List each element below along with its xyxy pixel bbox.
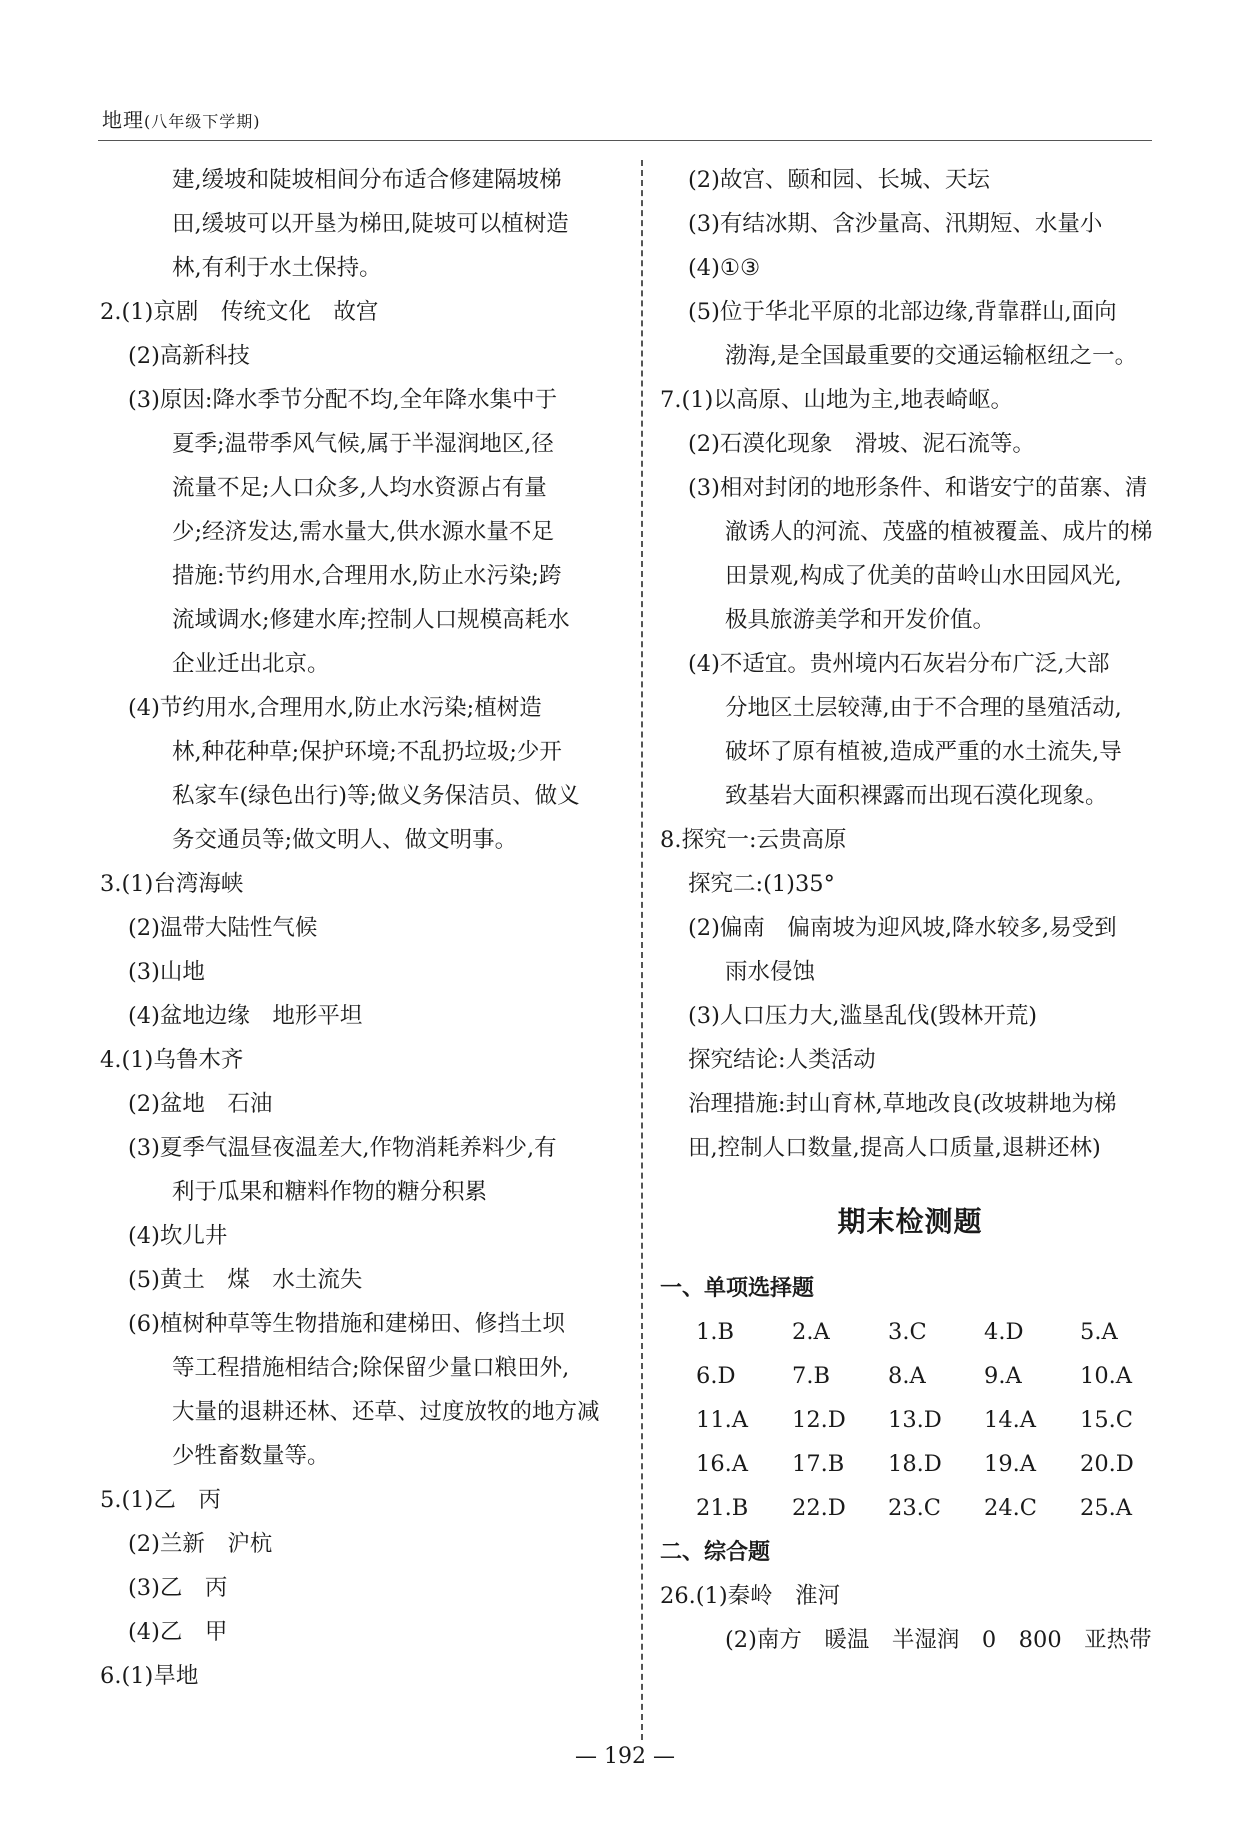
answer-line: (3)山地 [128,959,205,985]
mc-answer: 24.C [984,1495,1037,1521]
answer-line: 破坏了原有植被,造成严重的水土流失,导 [725,739,1122,765]
answer-line: 5.(1)乙 丙 [100,1487,221,1513]
mc-answer: 10.A [1080,1363,1133,1389]
mc-answer: 20.D [1080,1451,1134,1477]
mc-answer: 17.B [792,1451,845,1477]
mc-answer: 22.D [792,1495,846,1521]
mc-answer: 14.A [984,1407,1037,1433]
answer-line: (4)盆地边缘 地形平坦 [128,1003,363,1029]
answer-line: 7.(1)以高原、山地为主,地表崎岖。 [660,387,1013,413]
answer-line: 等工程措施相结合;除保留少量口粮田外, [172,1355,570,1381]
mc-answer: 2.A [792,1319,830,1345]
header-term: (八年级下学期) [144,112,261,131]
answer-line: (3)人口压力大,滥垦乱伐(毁林开荒) [688,1003,1038,1029]
header-rule [98,140,1152,141]
mc-answer: 8.A [888,1363,926,1389]
answer-line: 8.探究一:云贵高原 [660,827,847,853]
mc-answer: 7.B [792,1363,831,1389]
answer-line: 6.(1)旱地 [100,1663,199,1689]
mc-answer: 11.A [696,1407,749,1433]
answer-line: 建,缓坡和陡坡相间分布适合修建隔坡梯 [172,167,562,193]
answer-line: 务交通员等;做文明人、做文明事。 [172,827,518,853]
mc-answer: 9.A [984,1363,1022,1389]
mc-answer: 6.D [696,1363,736,1389]
answer-line: (2)兰新 沪杭 [128,1531,273,1557]
page-header [102,104,261,133]
answer-line: (5)位于华北平原的北部边缘,背靠群山,面向 [688,299,1117,325]
answer-line: 流域调水;修建水库;控制人口规模高耗水 [172,607,570,633]
answer-line: (2)南方 暖温 半湿润 0 800 亚热带 [725,1627,1152,1653]
mc-answer: 13.D [888,1407,942,1433]
answer-line: (4)不适宜。贵州境内石灰岩分布广泛,大部 [688,651,1110,677]
header-subject: 地理 [102,108,144,132]
page-number: — 192 — [575,1744,675,1769]
answer-line: (2)高新科技 [128,343,250,369]
answer-line: (4)坎儿井 [128,1223,228,1249]
answer-line: (3)乙 丙 [128,1575,228,1601]
comp-heading: 二、综合题 [660,1539,771,1565]
answer-line: (3)有结冰期、含沙量高、汛期短、水量小 [688,211,1103,237]
answer-line: (2)温带大陆性气候 [128,915,318,941]
answer-line: (3)相对封闭的地形条件、和谐安宁的苗寨、清 [688,475,1148,501]
mc-answer-grid [660,1310,1160,1530]
answer-line: (3)夏季气温昼夜温差大,作物消耗养料少,有 [128,1135,557,1161]
mc-answer: 4.D [984,1319,1024,1345]
answer-line: (4)①③ [688,255,761,281]
right-column [660,158,1160,1662]
mc-answer: 12.D [792,1407,846,1433]
column-divider [641,160,643,1740]
mc-answer: 23.C [888,1495,941,1521]
mc-answer: 18.D [888,1451,942,1477]
answer-line: 致基岩大面积裸露而出现石漠化现象。 [725,783,1108,809]
answer-line: 私家车(绿色出行)等;做义务保洁员、做义 [172,783,580,809]
mc-answer: 25.A [1080,1495,1133,1521]
answer-line: 田景观,构成了优美的苗岭山水田园风光, [725,563,1122,589]
mc-answer: 19.A [984,1451,1037,1477]
answer-line: 流量不足;人口众多,人均水资源占有量 [172,475,547,501]
answer-line: (2)盆地 石油 [128,1091,273,1117]
answer-line: 林,有利于水土保持。 [172,255,382,281]
left-column [100,158,625,1698]
mc-heading: 一、单项选择题 [660,1275,815,1301]
mc-answer: 5.A [1080,1319,1118,1345]
answer-line: (4)节约用水,合理用水,防止水污染;植树造 [128,695,542,721]
section-title: 期末检测题 [837,1205,983,1238]
answer-line: 极具旅游美学和开发价值。 [725,607,996,633]
mc-answer: 1.B [696,1319,735,1345]
mc-answer: 3.C [888,1319,927,1345]
answer-line: 企业迁出北京。 [172,651,330,677]
answer-line: (6)植树种草等生物措施和建梯田、修挡土坝 [128,1311,565,1337]
answer-line: 3.(1)台湾海峡 [100,871,244,897]
answer-line: 田,缓坡可以开垦为梯田,陡坡可以植树造 [172,211,569,237]
answer-line: 2.(1)京剧 传统文化 故宫 [100,299,379,325]
answer-line: 渤海,是全国最重要的交通运输枢纽之一。 [725,343,1138,369]
answer-line: 利于瓜果和糖料作物的糖分积累 [172,1179,488,1205]
answer-line: 雨水侵蚀 [725,959,816,985]
answer-line: 措施:节约用水,合理用水,防止水污染;跨 [172,563,562,589]
answer-line: 探究结论:人类活动 [688,1047,876,1073]
answer-line: 田,控制人口数量,提高人口质量,退耕还林) [688,1135,1101,1161]
answer-line: 少牲畜数量等。 [172,1443,330,1469]
answer-line: (2)故宫、颐和园、长城、天坛 [688,167,990,193]
mc-answer: 21.B [696,1495,749,1521]
answer-line: 4.(1)乌鲁木齐 [100,1047,244,1073]
answer-line: 夏季;温带季风气候,属于半湿润地区,径 [172,431,554,457]
mc-answer: 16.A [696,1451,749,1477]
answer-line: 澈诱人的河流、茂盛的植被覆盖、成片的梯 [725,519,1153,545]
answer-line: (4)乙 甲 [128,1619,228,1645]
answer-line: 治理措施:封山育林,草地改良(改坡耕地为梯 [688,1091,1117,1117]
answer-line: 少;经济发达,需水量大,供水源水量不足 [172,519,554,545]
answer-line: 探究二:(1)35° [688,871,835,897]
answer-line: (2)石漠化现象 滑坡、泥石流等。 [688,431,1035,457]
answer-line: (5)黄土 煤 水土流失 [128,1267,363,1293]
answer-line: 大量的退耕还林、还草、过度放牧的地方减 [172,1399,600,1425]
answer-line: 分地区土层较薄,由于不合理的垦殖活动, [725,695,1122,721]
mc-answer: 15.C [1080,1407,1133,1433]
answer-line: 26.(1)秦岭 淮河 [660,1583,841,1609]
answer-line: (2)偏南 偏南坡为迎风坡,降水较多,易受到 [688,915,1117,941]
answer-line: 林,种花种草;保护环境;不乱扔垃圾;少开 [172,739,562,765]
answer-line: (3)原因:降水季节分配不均,全年降水集中于 [128,387,558,413]
